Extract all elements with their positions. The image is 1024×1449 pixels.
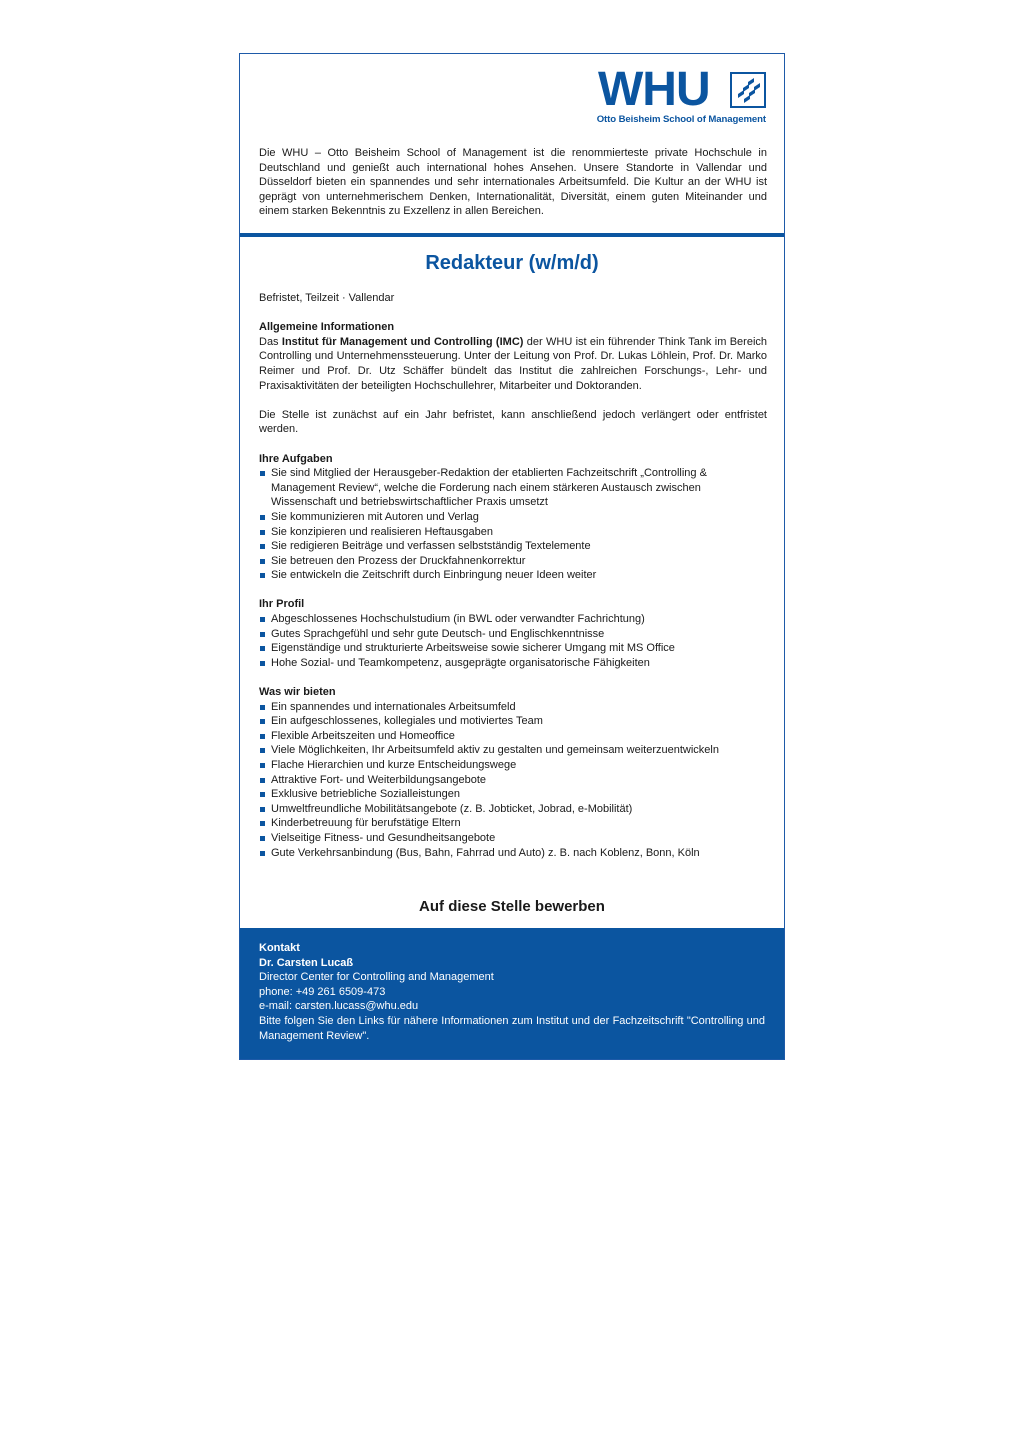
list-item: Sie betreuen den Prozess der Druckfahnenkorrektur [259, 554, 767, 569]
contact-heading: Kontakt [259, 942, 300, 954]
contact-note: Bitte folgen Sie den Links für nähere Informationen zum Institut und der Fachzeitschrift "Controlling und Management Review". [259, 1014, 765, 1042]
general-prefix: Das [259, 335, 282, 348]
contact-phone[interactable]: phone: +49 261 6509-473 [259, 985, 386, 998]
job-content [259, 291, 767, 860]
list-item: Vielseitige Fitness- und Gesundheitsangebote [259, 831, 767, 846]
general-suffix: der WHU ist ein führender Think Tank im Bereich Controlling und Unternehmenssteuerung. Unter der Leitung von Prof. Dr. Lukas Löhlein, Prof. Dr. Marko Reimer und Prof. Dr. Utz Schäffer bündelt das Institut die zahlreichen Forschungs-, Lehr- und Praxisaktivitäten der beteiligten Hochschullehrer, Mitarbeiter und Doktoranden. [259, 335, 768, 392]
contact-role: Director Center for Controlling and Management [259, 971, 494, 984]
list-item: Flexible Arbeitszeiten und Homeoffice [259, 729, 767, 744]
divider [240, 233, 784, 237]
list-item: Sie redigieren Beiträge und verfassen selbstständig Textelemente [259, 539, 767, 554]
contact-name: Dr. Carsten Lucaß [259, 956, 354, 969]
apply-link[interactable]: Auf diese Stelle bewerben [419, 898, 605, 915]
whu-emblem-icon [730, 72, 766, 108]
list-item: Abgeschlossenes Hochschulstudium (in BWL oder verwandter Fachrichtung) [259, 612, 767, 627]
list-item: Ein aufgeschlossenes, kollegiales und motiviertes Team [259, 714, 767, 729]
list-item: Flache Hierarchien und kurze Entscheidungswege [259, 758, 767, 773]
profile-heading: Ihr Profil [259, 598, 305, 611]
logo-wordmark: WHU [598, 63, 710, 116]
general-paragraph [259, 335, 767, 393]
intro-text: Die WHU – Otto Beisheim School of Management ist die renommierteste private Hochschule in Deutschland und genießt auch international hohes Ansehen. Unsere Standorte in Vallendar und Düsseldorf bieten ein spannendes und sehr internationales Arbeitsumfeld. Die Kultur an der WHU ist geprägt von unternehmerischem Denken, Internationalität, Diversität, einem guten Miteinander und einem starken Bekenntnis zu Exzellenz in allen Bereichen. [259, 147, 767, 218]
list-item: Ein spannendes und internationales Arbeitsumfeld [259, 700, 767, 715]
contact-email[interactable]: e-mail: carsten.lucass@whu.edu [259, 1000, 419, 1013]
whu-logo [596, 63, 766, 128]
list-item: Exklusive betriebliche Sozialleistungen [259, 787, 767, 802]
list-item: Eigenständige und strukturierte Arbeitsweise sowie sicherer Umgang mit MS Office [259, 641, 767, 656]
list-item: Umweltfreundliche Mobilitätsangebote (z. B. Jobticket, Jobrad, e-Mobilität) [259, 802, 767, 817]
general-heading: Allgemeine Informationen [259, 321, 395, 334]
list-item: Attraktive Fort- und Weiterbildungsangebote [259, 773, 767, 788]
list-item: Hohe Sozial- und Teamkompetenz, ausgeprägte organisatorische Fähigkeiten [259, 656, 767, 671]
profile-list [259, 612, 767, 670]
job-posting-card [239, 53, 785, 1060]
list-item: Kinderbetreuung für berufstätige Eltern [259, 816, 767, 831]
list-item: Sie entwickeln die Zeitschrift durch Einbringung neuer Ideen weiter [259, 568, 767, 583]
list-item: Gute Verkehrsanbindung (Bus, Bahn, Fahrrad und Auto) z. B. nach Koblenz, Bonn, Köln [259, 846, 767, 861]
institute-name: Institut für Management und Controlling (IMC) [281, 335, 524, 348]
job-meta: Befristet, Teilzeit · Vallendar [259, 292, 395, 304]
logo-subtitle: Otto Beisheim School of Management [596, 114, 766, 125]
offer-heading: Was wir bieten [259, 686, 336, 699]
offer-list [259, 700, 767, 861]
contact-footer [240, 928, 784, 1059]
list-item: Sie kommunizieren mit Autoren und Verlag [259, 510, 767, 525]
tasks-heading: Ihre Aufgaben [259, 452, 333, 465]
tasks-list [259, 466, 767, 583]
list-item: Gutes Sprachgefühl und sehr gute Deutsch- und Englischkenntnisse [259, 627, 767, 642]
list-item: Sie konzipieren und realisieren Heftausgaben [259, 525, 767, 540]
term-paragraph: Die Stelle ist zunächst auf ein Jahr befristet, kann anschließend jedoch verlängert oder entfristet werden. [259, 408, 767, 436]
job-title: Redakteur (w/m/d) [425, 252, 599, 274]
list-item: Viele Möglichkeiten, Ihr Arbeitsumfeld aktiv zu gestalten und gemeinsam weiterzuentwickeln [259, 743, 767, 758]
list-item: Sie sind Mitglied der Herausgeber-Redaktion der etablierten Fachzeitschrift „Controlling & Management Review“, welche die Forderung nach einem stärkeren Austausch zwischen Wissenschaft und betriebswirtschaftlicher Praxis umsetzt [259, 466, 767, 510]
